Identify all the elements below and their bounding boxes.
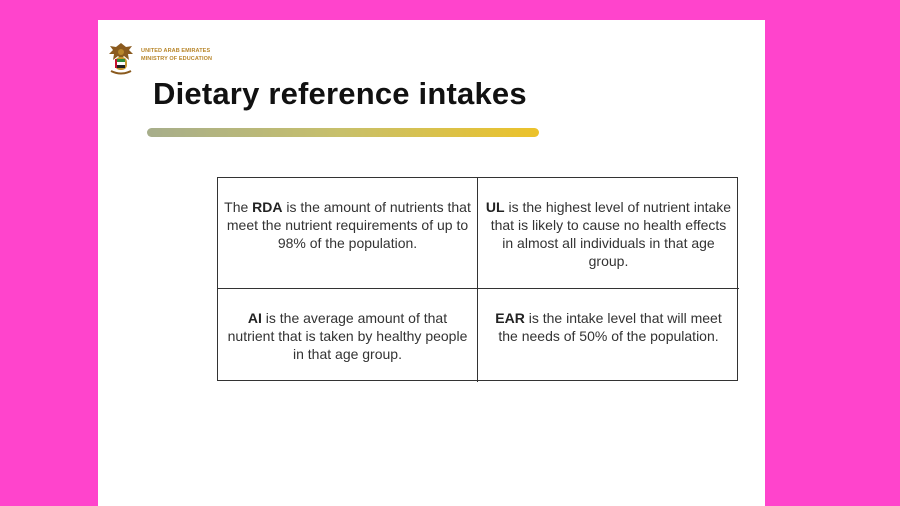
definition-cell-rda bbox=[218, 178, 478, 289]
definition-cell-ul bbox=[478, 178, 739, 289]
definition-prefix: The bbox=[224, 199, 253, 215]
definition-text: is the amount of nutrients that meet the nutrient requirements of up to 98% of the population. bbox=[226, 199, 471, 251]
definition-term: EAR bbox=[495, 310, 525, 326]
accent-divider bbox=[147, 128, 539, 137]
page-title: Dietary reference intakes bbox=[153, 76, 527, 111]
ministry-line-2: MINISTRY OF EDUCATION bbox=[141, 56, 213, 62]
definition-text: is the average amount of that nutrient that is taken by healthy people in that age group. bbox=[227, 310, 468, 362]
ministry-label bbox=[141, 47, 212, 63]
definition-term: AI bbox=[247, 310, 262, 326]
definition-cell-ear bbox=[478, 289, 739, 382]
definition-term: RDA bbox=[252, 199, 283, 215]
definition-text: is the highest level of nutrient intake that is likely to cause no health effects in almost all individuals in that age group. bbox=[490, 199, 732, 269]
definition-term: UL bbox=[485, 199, 505, 215]
definition-cell-ai bbox=[218, 289, 478, 382]
ministry-line-1: UNITED ARAB EMIRATES bbox=[141, 48, 211, 54]
definition-text: is the intake level that will meet the needs of 50% of the population. bbox=[498, 310, 722, 344]
definitions-table bbox=[217, 177, 738, 381]
emblem-logo bbox=[106, 40, 136, 78]
slide bbox=[98, 20, 765, 506]
